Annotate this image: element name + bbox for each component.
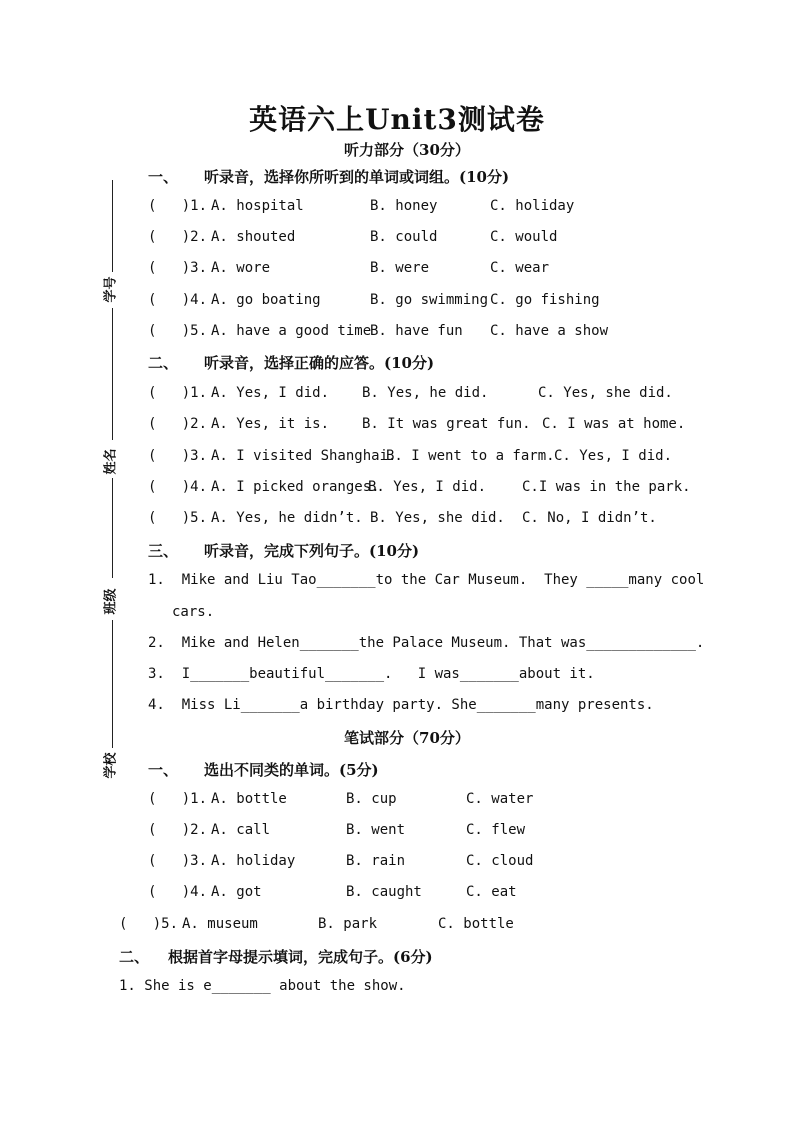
option-b: B. could [370, 229, 438, 245]
option-c: C. holiday [490, 198, 575, 214]
question-paren: ( )4. [148, 292, 208, 308]
option-a: A. I visited Shanghai. [211, 448, 397, 464]
option-a: A. Yes, it is. [211, 416, 330, 432]
page-title: 英语六上Unit3测试卷 [249, 103, 545, 136]
option-b: B. Yes, he did. [362, 385, 489, 401]
fill-line: 4. Miss Li_______a birthday party. She_______many presents. [148, 697, 654, 713]
listening-sec3-num: 三、 [148, 542, 179, 560]
option-b: B. go swimming [370, 292, 489, 308]
question-paren: ( )1. [148, 791, 208, 807]
option-b: B. honey [370, 198, 438, 214]
margin-line-3 [112, 478, 113, 578]
option-a: A. call [211, 822, 271, 838]
margin-label-class: 班级 [103, 588, 119, 615]
option-b: B. Yes, I did. [368, 479, 487, 495]
fill-line: 1. Mike and Liu Tao_______to the Car Museum. They _____many cool [148, 572, 705, 588]
listening-sec1-title: 听录音，选择你所听到的单词或词组。(10分) [204, 168, 510, 186]
option-a: A. I picked oranges. [211, 479, 380, 495]
fill-line: 1. She is e_______ about the show. [119, 978, 406, 994]
margin-label-name: 姓名 [103, 448, 119, 475]
option-c: C. would [490, 229, 558, 245]
question-paren: ( )5. [148, 510, 208, 526]
written-sec2-title: 根据首字母提示填词，完成句子。(6分) [168, 948, 433, 966]
question-paren: ( )1. [148, 385, 208, 401]
question-paren: ( )3. [148, 260, 208, 276]
option-c: C. No, I didn’t. [522, 510, 657, 526]
option-a: A. holiday [211, 853, 296, 869]
question-paren: ( )3. [148, 853, 208, 869]
listening-sec3-title: 听录音，完成下列句子。(10分) [204, 542, 420, 560]
option-a: A. hospital [211, 198, 304, 214]
question-paren: ( )4. [148, 884, 208, 900]
margin-line-1 [112, 180, 113, 272]
question-paren: ( )2. [148, 416, 208, 432]
margin-line-4 [112, 620, 113, 748]
fill-line: 2. Mike and Helen_______the Palace Museum. That was_____________. [148, 635, 705, 651]
listening-sec2-title: 听录音，选择正确的应答。(10分) [204, 354, 435, 372]
listening-sec1-num: 一、 [148, 168, 179, 186]
question-paren: ( )3. [148, 448, 208, 464]
question-paren: ( )5. [119, 916, 179, 932]
option-c: C. cloud [466, 853, 534, 869]
option-b: B. caught [346, 884, 422, 900]
option-a: A. wore [211, 260, 271, 276]
written-sec1-num: 一、 [148, 761, 179, 779]
option-c: C. bottle [438, 916, 514, 932]
fill-line: 3. I_______beautiful_______. I was_______about it. [148, 666, 595, 682]
fill-line: cars. [172, 604, 215, 620]
question-paren: ( )1. [148, 198, 208, 214]
margin-label-school: 学校 [103, 752, 119, 779]
listening-sec2-num: 二、 [148, 354, 179, 372]
option-c: C. eat [466, 884, 517, 900]
option-b: B. park [318, 916, 378, 932]
option-c: C. flew [466, 822, 526, 838]
option-c: C. Yes, I did. [554, 448, 673, 464]
written-sec1-title: 选出不同类的单词。(5分) [204, 761, 379, 779]
option-b: B. It was great fun. [362, 416, 531, 432]
option-a: A. shouted [211, 229, 296, 245]
option-c: C. I was at home. [542, 416, 686, 432]
written-sec2-num: 二、 [119, 948, 150, 966]
option-a: A. got [211, 884, 262, 900]
margin-line-2 [112, 308, 113, 440]
option-b: B. cup [346, 791, 397, 807]
option-c: C. wear [490, 260, 550, 276]
option-c: C.I was in the park. [522, 479, 691, 495]
question-paren: ( )4. [148, 479, 208, 495]
listening-header: 听力部分（30分） [344, 141, 470, 159]
option-b: B. Yes, she did. [370, 510, 505, 526]
margin-label-student-no: 学号 [103, 276, 119, 303]
question-paren: ( )2. [148, 822, 208, 838]
option-b: B. were [370, 260, 430, 276]
option-a: A. Yes, he didn’t. [211, 510, 363, 526]
option-a: A. bottle [211, 791, 287, 807]
option-a: A. museum [182, 916, 258, 932]
option-b: B. have fun [370, 323, 463, 339]
option-c: C. water [466, 791, 534, 807]
option-a: A. have a good time [211, 323, 372, 339]
option-c: C. Yes, she did. [538, 385, 673, 401]
option-c: C. go fishing [490, 292, 600, 308]
option-a: A. Yes, I did. [211, 385, 330, 401]
written-header: 笔试部分（70分） [344, 729, 470, 747]
option-b: B. went [346, 822, 406, 838]
option-a: A. go boating [211, 292, 321, 308]
option-b: B. rain [346, 853, 406, 869]
option-c: C. have a show [490, 323, 609, 339]
option-b: B. I went to a farm. [386, 448, 555, 464]
question-paren: ( )5. [148, 323, 208, 339]
question-paren: ( )2. [148, 229, 208, 245]
